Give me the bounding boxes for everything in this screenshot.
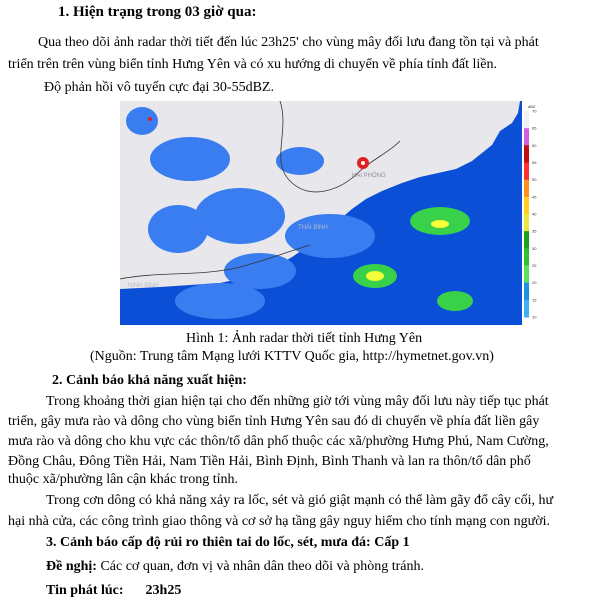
legend-color-segment — [524, 197, 529, 215]
label-ninh-binh: NINH BÌNH — [128, 283, 159, 289]
legend-tick-label: 45 — [532, 194, 537, 200]
legend-tick-label: 65 — [532, 125, 537, 131]
section-2-line: triển, gây mưa rào và dông cho vùng biển tỉnh Hưng Yên sau đó di chuyển về phía đất liền gây — [8, 414, 540, 429]
legend-tick-label: 35 — [532, 228, 537, 234]
reflectivity-note: Độ phản hồi vô tuyến cực đại 30-55dBZ. — [44, 80, 274, 95]
section-2-line: hại nhà cửa, các công trình giao thông và cơ sở hạ tầng gây nguy hiểm cho tính mạng con người. — [8, 514, 551, 529]
section-3-heading: 3. Cảnh báo cấp độ rủi ro thiên tai do lốc, sét, mưa đá: Cấp 1 — [46, 535, 410, 550]
legend-tick-label: 50 — [532, 177, 537, 183]
advice-label: Đề nghị: — [46, 559, 97, 574]
advice-paragraph — [46, 559, 424, 575]
legend-color-segment — [524, 111, 529, 129]
legend-color-segment — [524, 248, 529, 266]
section-1-paragraph-line-1: Qua theo dõi ảnh radar thời tiết đến lúc 23h25' cho vùng mây đối lưu đang tồn tại và phát — [38, 35, 539, 50]
figure-source: (Nguồn: Trung tâm Mạng lưới KTTV Quốc gia, http://hymetnet.gov.vn) — [90, 349, 494, 364]
label-hai-phong: HẢI PHÒNG — [352, 173, 386, 179]
legend-tick-label: 25 — [532, 263, 537, 268]
legend-color-segment — [524, 231, 529, 249]
legend-color-bar — [524, 111, 529, 318]
section-1-paragraph-line-2: triển trên trên vùng biển tỉnh Hưng Yên và có xu hướng di chuyển về phía tỉnh đất liền. — [8, 57, 498, 72]
legend-tick-label: 40 — [532, 211, 537, 217]
issue-time: 23h25 — [145, 583, 182, 598]
legend-tick-label: 20 — [532, 280, 537, 286]
legend-tick-label: 70 — [532, 108, 537, 114]
section-2-line: thuộc xã/phường lân cận khác trong tỉnh. — [8, 472, 238, 487]
figure-caption: Hình 1: Ảnh radar thời tiết tỉnh Hưng Yên — [186, 331, 423, 346]
legend-color-segment — [524, 283, 529, 301]
legend-color-segment — [524, 180, 529, 198]
legend-color-segment — [524, 214, 529, 232]
reference-point-marker — [148, 117, 152, 121]
section-1-heading: 1. Hiện trạng trong 03 giờ qua: — [58, 4, 257, 20]
issue-label: Tin phát lúc: — [46, 583, 124, 598]
legend-color-segment — [524, 163, 529, 181]
section-2-line: Trong khoảng thời gian hiện tại cho đến những giờ tới vùng mây đối lưu này tiếp tục phát — [46, 394, 549, 409]
advice-text: Các cơ quan, đơn vị và nhân dân theo dõi và phòng tránh. — [96, 559, 424, 574]
legend-tick-label: 10 — [532, 314, 537, 320]
legend-color-segment — [524, 145, 529, 163]
radar-image — [120, 101, 545, 325]
legend-tick-label: 15 — [532, 297, 537, 303]
legend-color-segment — [524, 300, 529, 318]
legend-unit: dBZ — [528, 104, 536, 109]
legend-color-segment — [524, 266, 529, 284]
issue-time-line — [46, 583, 181, 599]
section-2-line: Trong cơn dông có khả năng xảy ra lốc, sét và gió giật mạnh có thể làm gãy đổ cây cối, hư — [46, 493, 554, 508]
section-2-line: Đồng Châu, Đông Tiền Hải, Nam Tiền Hải, Bình Định, Bình Thanh và lan ra thôn/tổ dân phố — [8, 454, 531, 469]
section-2-line: mưa rào và dông cho khu vực các thôn/tổ dân phố thuộc các xã/phường Hưng Phú, Nam Cường, — [8, 434, 549, 449]
legend-tick-label: 60 — [532, 142, 537, 148]
legend-color-segment — [524, 128, 529, 146]
label-thai-binh: THÁI BÌNH — [298, 225, 328, 231]
legend-tick-label: 55 — [532, 160, 537, 165]
section-2-heading: 2. Cảnh báo khả năng xuất hiện: — [52, 373, 247, 388]
legend-tick-label: 30 — [532, 245, 537, 251]
